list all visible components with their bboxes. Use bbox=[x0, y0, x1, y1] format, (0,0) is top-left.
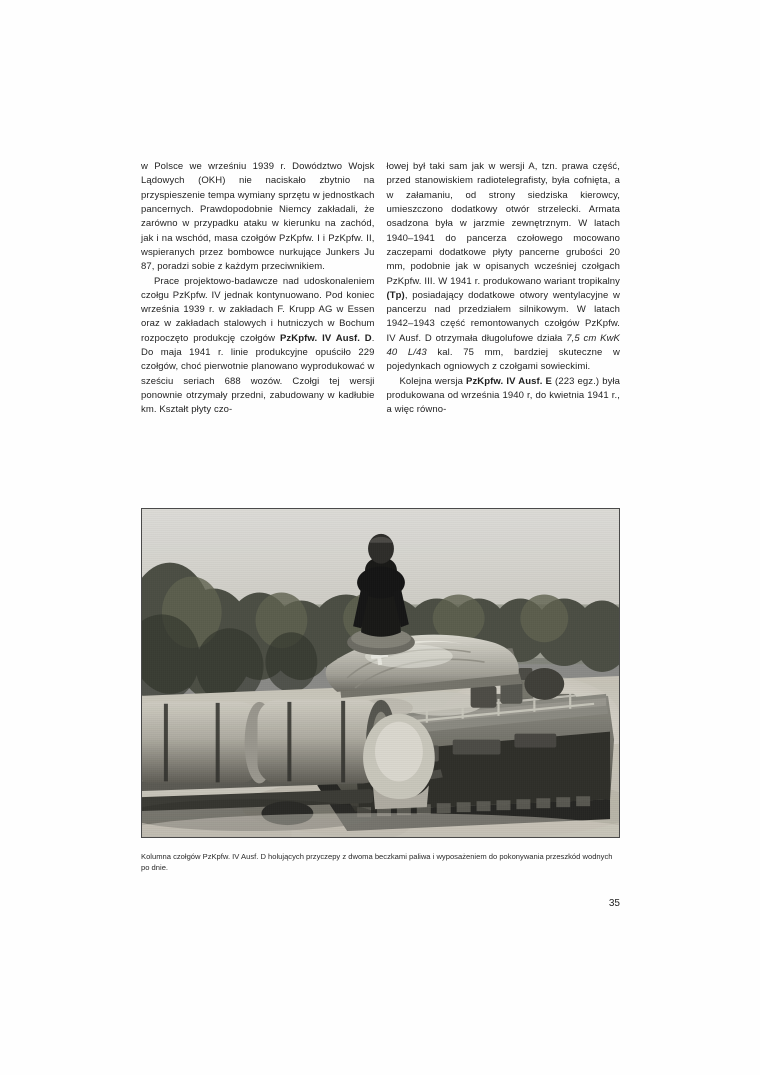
text-run-bold: PzKpfw. IV Ausf. D bbox=[279, 332, 372, 344]
paragraph bbox=[141, 160, 375, 275]
text-run-normal: Kolejna wersja bbox=[399, 375, 467, 387]
right-text-column bbox=[387, 160, 621, 418]
text-run-bold: (Tp) bbox=[386, 289, 405, 301]
text-run-normal: kal. 75 mm, bardziej skuteczne w pojedynkach ogniowych z czołgami sowieckimi. bbox=[386, 347, 620, 373]
text-run-normal: (223 egz.) była produkowana od września 1940 r, do kwietnia 1941 r., a więc równo- bbox=[386, 375, 620, 416]
page-number: 35 bbox=[608, 898, 620, 909]
text-run-normal: łowej był taki sam jak w wersji A, tzn. prawa część, przed stanowiskiem radiotelegrafisty, była cofnięta, a w załamaniu, od strony siedziska kierowcy, umieszczono dodatkowy otwór strzelecki. Armata osadzona była w jarzmie zewnętrznym. W latach 1940–1941 do pancerza czołowego mocowano zaczepami dodatkowe płyty pancerne grubości 20 mm, podobnie jak w opisanych wcześniej czołgach PzKpfw. III. W 1941 r. produkowano wariant tropikalny bbox=[386, 161, 620, 287]
figure bbox=[141, 508, 620, 838]
left-text-column bbox=[141, 160, 375, 418]
text-run-normal: . Do maja 1941 r. linie produkcyjne opuściło 229 czołgów, choć pierwotnie planowano wyprodukować w sześciu seriach 688 wozów. Czołgi tej wersji ponownie otrzymały przedni, zabudowany w kadłubie km. Kształt płyty czo- bbox=[141, 332, 375, 416]
photograph-panzer-iv-column bbox=[141, 508, 620, 838]
text-run-normal: Prace projektowo-badawcze nad udoskonaleniem czołgu PzKpfw. IV jednak kontynuowano. Pod koniec września 1939 r. w zakładach F. Krupp AG w Essen oraz w zakładach stalowych i hutniczych w Bochum rozpoczęto produkcję czołgów bbox=[141, 275, 375, 344]
paragraph bbox=[387, 160, 621, 375]
paragraph bbox=[387, 375, 621, 418]
paragraph bbox=[141, 275, 375, 418]
text-run-normal: , posiadający dodatkowe otwory wentylacyjne w pancerzu nad przedziałem silnikowym. W latach 1942–1943 część remontowanych czołgów PzKpfw. IV Ausf. D otrzymała długolufowe działa bbox=[386, 289, 620, 344]
text-run-normal: w Polsce we wrześniu 1939 r. Dowództwo Wojsk Lądowych (OKH) nie naciskało zbytnio na przyspieszenie tempa wymiany sprzętu w jednostkach pancernych. Prawdopodobnie Niemcy zakładali, że zarówno w przypadku ataku w kierunku na zachód, jak i na wschód, masa czołgów PzKpfw. I i PzKpfw. II, wspieranych przez bombowce nurkujące Junkers Ju 87, poradzi sobie z każdym przeciwnikiem. bbox=[141, 161, 375, 273]
figure-caption: Kolumna czołgów PzKpfw. IV Ausf. D holujących przyczepy z dwoma beczkami paliwa i wyposażeniem do pokonywania przeszkód wodnych po dnie. bbox=[141, 852, 613, 873]
text-run-italic: 7,5 cm KwK 40 L/43 bbox=[386, 332, 620, 359]
body-text-columns bbox=[141, 160, 620, 418]
text-run-bold: PzKpfw. IV Ausf. E bbox=[466, 375, 552, 387]
photograph-artwork bbox=[142, 509, 619, 837]
